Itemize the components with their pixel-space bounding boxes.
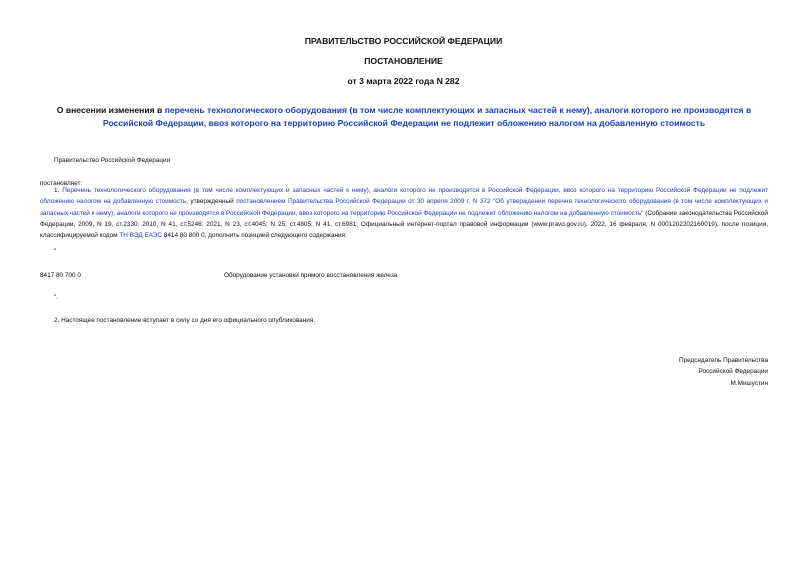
paragraph-1 xyxy=(40,185,768,241)
paragraph-1-text-a: , утвержденный xyxy=(186,198,237,206)
paragraph-2: 2. Настоящее постановление вступает в силу со дня его официального опубликования. xyxy=(54,317,316,324)
document-date-number: от 3 марта 2022 года N 282 xyxy=(347,76,460,86)
link-resolution-372[interactable]: постановлением Правительства Российской Федерации от 30 апреля 2009 г. N 372 "Об утверждении перечня технологического оборудования (в том числе комплектующих и запасных частей к нему), аналоги которого не производятся в Российской Федерации, ввоз которого на территорию Российской Федерации не подлежит обложению налогом на добавленную стоимость" xyxy=(40,198,768,217)
signature-name: М.Мишустин xyxy=(730,379,768,387)
link-equipment-list[interactable]: Перечень технологического оборудования (в том числе комплектующих и запасных частей к нему), аналоги которого не производятся в Российской Федерации, ввоз которого на территорию Российской Федерации не подлежит обложению налогом на добавленную стоимость xyxy=(40,187,768,206)
paragraph-1-number: 1. xyxy=(54,187,63,194)
tn-ved-code: 8417 80 700 0 xyxy=(40,272,81,279)
title-prefix: О внесении изменения в xyxy=(56,105,165,115)
code-description: Оборудование установки прямого восстановления железа xyxy=(224,272,398,279)
preamble-resolves: постановляет: xyxy=(40,180,83,187)
paragraph-1-text-b: (Собрание законодательства Российской Федерации, 2009, N 19, ст.2330; 2010, N 41, ст.5246; 2021, N 23, ст.4045; N 25, ст.4805; N 41, ст.6981; Официальный интернет-портал правовой информации (www.pravo.gov.ru), 2022, 16 февраля, N 0001202202160019), после позиции, классифицируемой кодом xyxy=(40,209,768,240)
document-title xyxy=(40,104,768,129)
signature-country: Российской Федерации xyxy=(698,368,768,376)
quote-open-mark: " xyxy=(54,248,57,255)
preamble-government: Правительство Российской Федерации xyxy=(54,157,171,164)
government-heading: ПРАВИТЕЛЬСТВО РОССИЙСКОЙ ФЕДЕРАЦИИ xyxy=(304,36,503,46)
title-link-equipment-list[interactable]: перечень технологического оборудования (в том числе комплектующих и запасных частей к нему), аналоги которого не производятся в Российской Федерации, ввоз которого на территорию Российской Федерации не подлежит обложению налогом на добавленную стоимость xyxy=(102,105,752,128)
quote-close-mark: ". xyxy=(54,294,59,301)
signature-block xyxy=(679,355,768,389)
link-tn-ved[interactable]: ТН ВЭД ЕАЭС xyxy=(119,232,162,240)
document-type-heading: ПОСТАНОВЛЕНИЕ xyxy=(364,56,443,66)
paragraph-1-text-c: 8414 80 800 0, дополнить позицией следующего содержания: xyxy=(162,232,347,240)
signature-position: Председатель Правительства xyxy=(679,357,768,364)
